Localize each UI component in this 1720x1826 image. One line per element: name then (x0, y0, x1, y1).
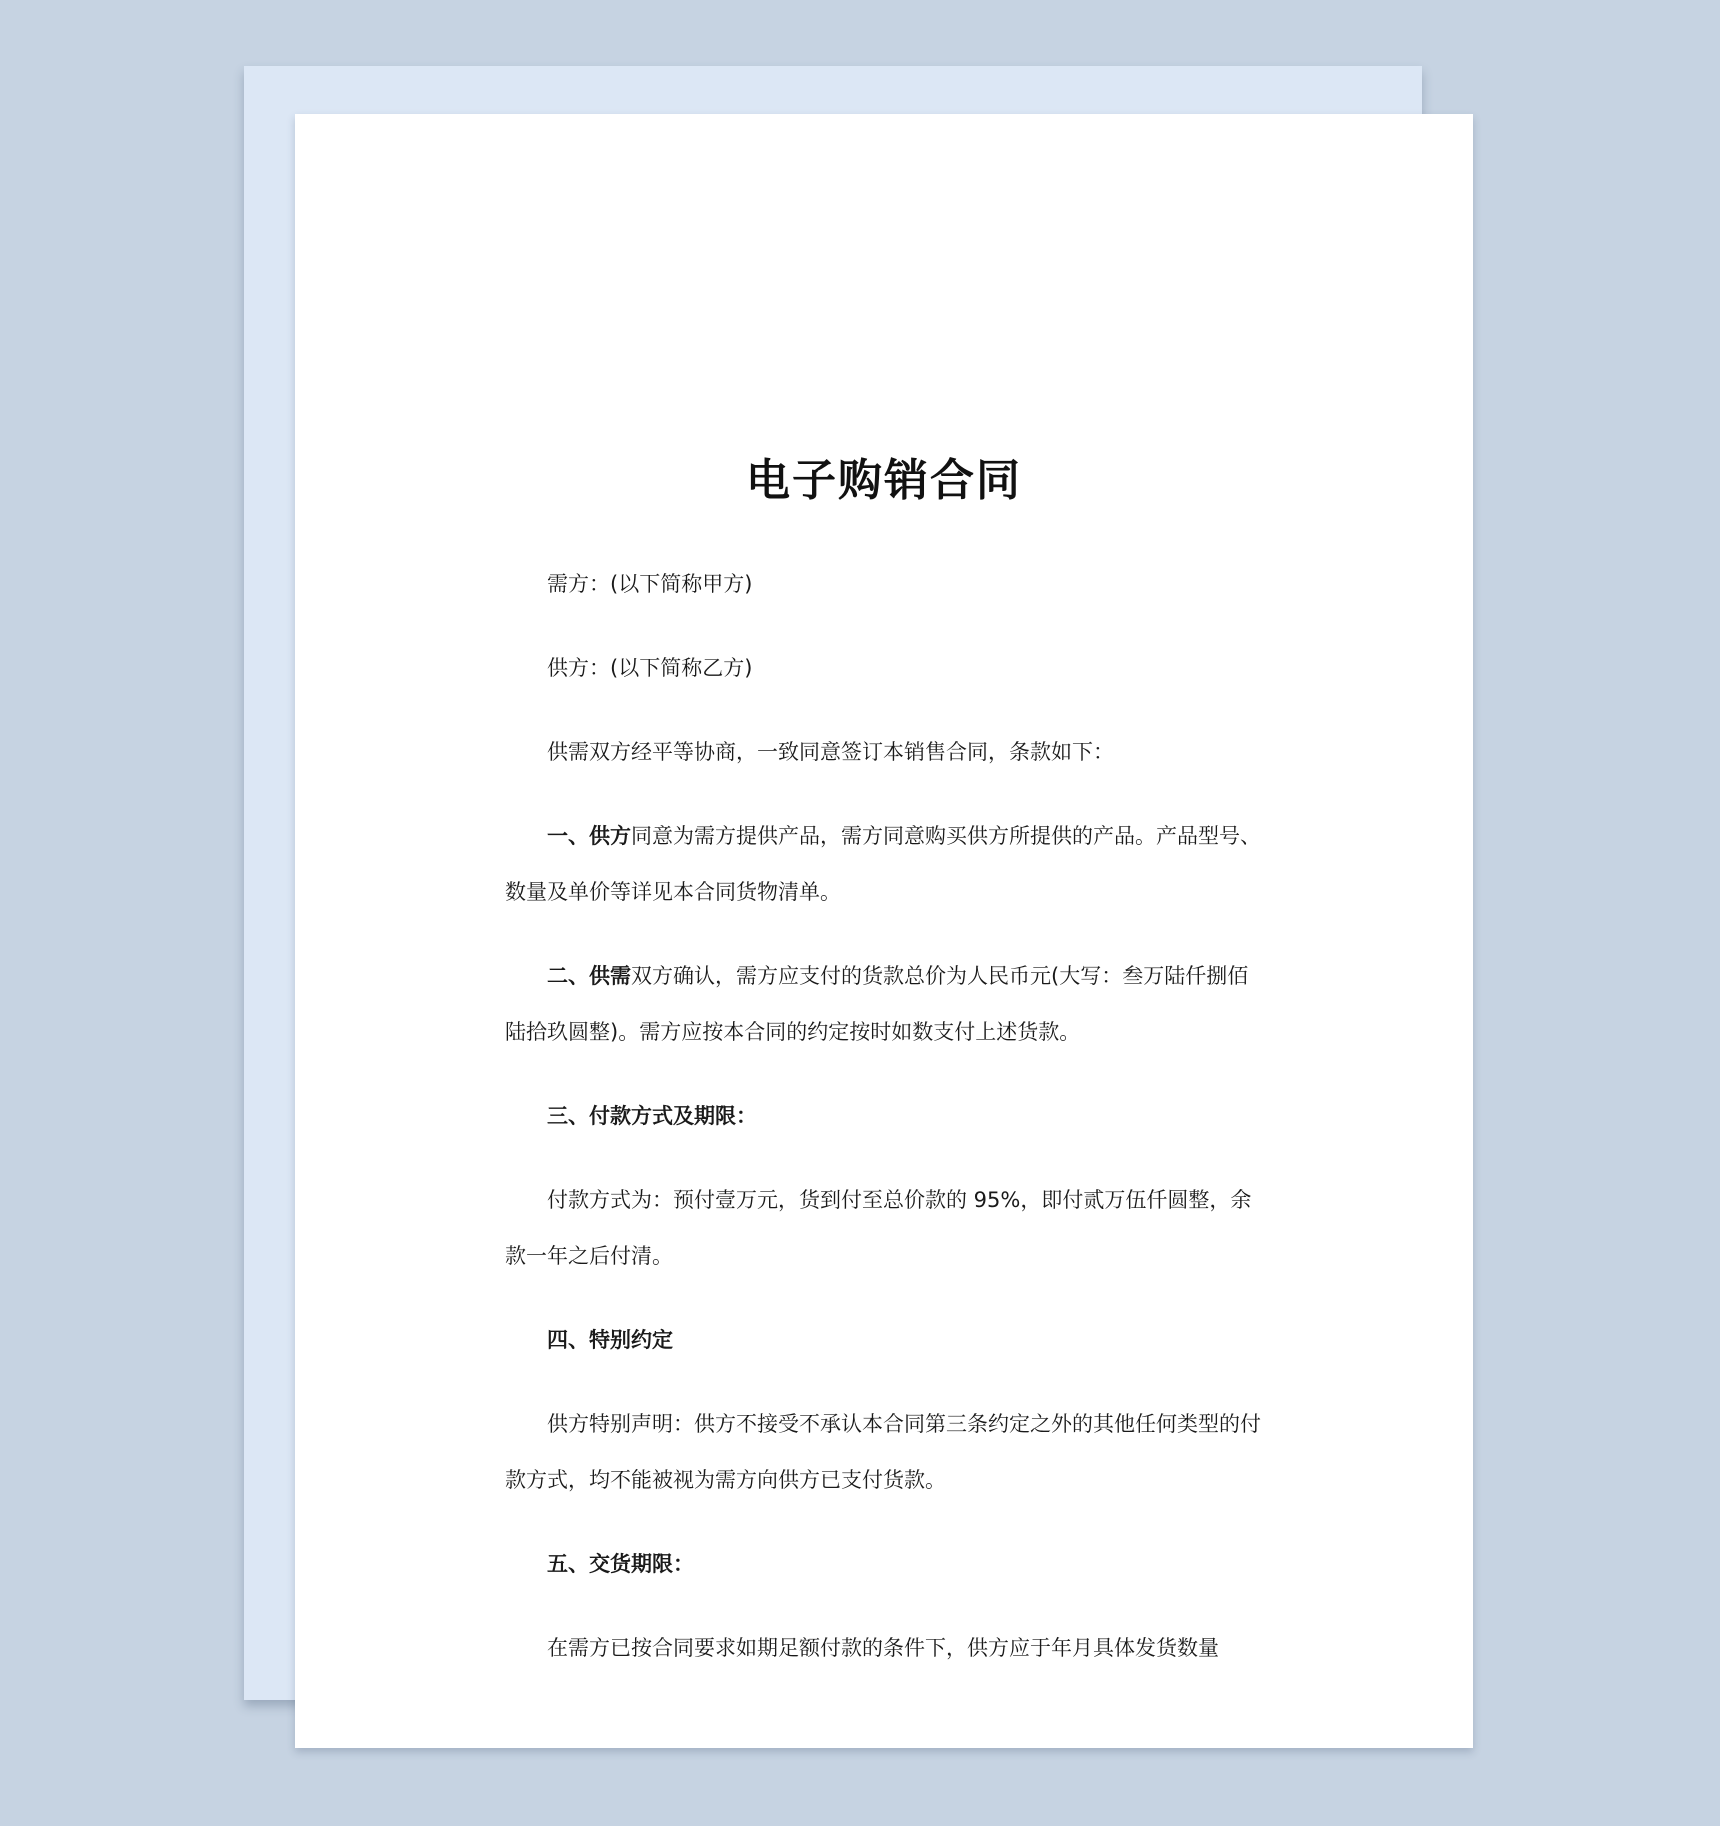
clause-1-lead: 一、供方 (547, 824, 631, 848)
clause-1-text: 同意为需方提供产品，需方同意购买供方所提供的产品。产品型号、数量及单价等详见本合同货物清单。 (505, 824, 1261, 904)
clause-2-lead: 二、供需 (547, 964, 631, 988)
paragraph-seller: 供方：(以下简称乙方) (547, 656, 753, 680)
heading-payment: 三、付款方式及期限： (547, 1104, 757, 1128)
clause-2 (505, 948, 1265, 1060)
heading-special-terms: 四、特别约定 (547, 1328, 673, 1352)
document-title: 电子购销合同 (746, 455, 1022, 506)
heading-delivery: 五、交货期限： (547, 1552, 694, 1576)
paragraph-buyer: 需方：(以下简称甲方) (547, 572, 753, 596)
paragraph-intro: 供需双方经平等协商，一致同意签订本销售合同，条款如下： (547, 740, 1114, 764)
document-page (295, 114, 1473, 1748)
paragraph-special-terms: 供方特别声明：供方不接受不承认本合同第三条约定之外的其他任何类型的付款方式，均不能被视为需方向供方已支付货款。 (505, 1412, 1261, 1492)
document-body (505, 556, 1265, 1704)
clause-2-text: 双方确认，需方应支付的货款总价为人民币元(大写：叁万陆仟捌佰陆拾玖圆整)。需方应按本合同的约定按时如数支付上述货款。 (505, 964, 1249, 1044)
paragraph-delivery: 在需方已按合同要求如期足额付款的条件下，供方应于年月具体发货数量 (547, 1636, 1219, 1660)
paragraph-payment: 付款方式为：预付壹万元，货到付至总价款的 95%，即付贰万伍仟圆整，余款一年之后付清。 (505, 1188, 1252, 1268)
clause-1 (505, 808, 1265, 920)
